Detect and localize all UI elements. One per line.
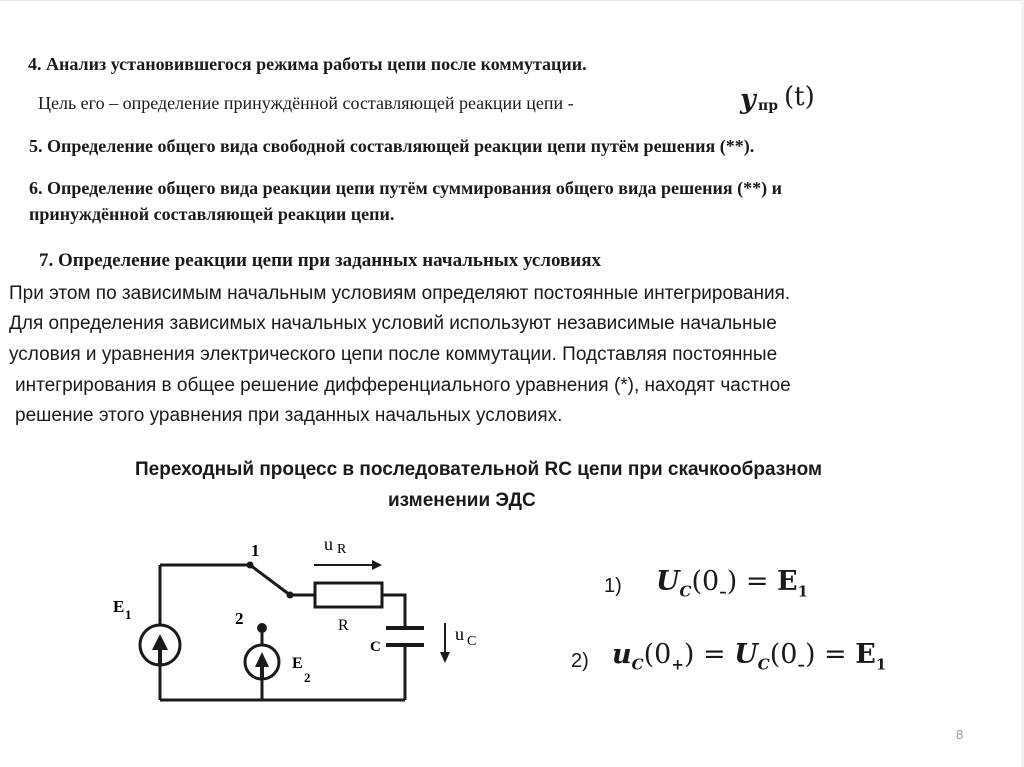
item-6-line-1: 6. Определение общего вида реакции цепи путём суммирования общего вида решения (**) и (29, 178, 783, 198)
switch-pos-2-label: 2 (235, 609, 244, 628)
equation-1: $U_C(0_-) = E_1$ (656, 566, 809, 601)
y-forced-argument: (t) (784, 82, 815, 112)
caption-line-1: Переходный процесс в последовательной RC цепи при скачкообразном (135, 459, 823, 480)
capacitor-plates (386, 628, 424, 645)
eq2-lhs-sub: C (631, 655, 644, 674)
body-line-2: Для определения зависимых начальных условий используют независимые начальные (9, 313, 777, 334)
e1-label: E (113, 597, 125, 616)
wire-r-to-c (382, 595, 405, 628)
eq2-mid-arg: (0 (769, 639, 798, 670)
body-line-5: решение этого уравнения при заданных начальных условиях. (15, 405, 563, 426)
item-4: 4. Анализ установившегося режима работы цепи после коммутации. (28, 54, 587, 74)
caption-line-2: изменении ЭДС (388, 490, 536, 511)
eq1-arg: (0 (691, 566, 720, 597)
y-forced-subscript: пр (758, 98, 779, 114)
eq2-rhs-sub: 1 (875, 655, 887, 674)
item-7: 7. Определение реакции цепи при заданных начальных условиях (39, 250, 602, 271)
e2-arrow-stem (260, 665, 264, 678)
switch-blade (250, 565, 290, 595)
rc-circuit-diagram (100, 525, 500, 715)
equation-2: $u_C(0_+) = U_C(0_-) = E_1$ (612, 639, 887, 674)
switch-contact-2 (257, 623, 267, 633)
item-4-goal: Цель его – определение принуждённой составляющей реакции цепи - (38, 93, 574, 113)
eq2-mid-arg-sub: – (797, 655, 805, 674)
item-5: 5. Определение общего вида свободной составляющей реакции цепи путём решения (**). (29, 136, 755, 156)
equation-1-number: 1) (604, 575, 622, 597)
ur-label: u (324, 534, 333, 554)
eq2-mid: U (734, 639, 758, 670)
eq1-rhs: E (777, 566, 798, 597)
item-6-line-2: принуждённой составляющей реакции цепи. (29, 204, 395, 224)
e2-arrow (255, 652, 269, 667)
e1-arrow (152, 634, 168, 650)
page-number: 8 (956, 727, 964, 742)
switch-contact-right (287, 592, 294, 599)
eq2-arg-sub: + (671, 655, 684, 674)
uc-label: u (455, 624, 464, 644)
eq1-lhs: U (656, 566, 680, 597)
e2-label: E (292, 655, 303, 672)
eq2-mid-sub: C (757, 655, 770, 674)
body-line-3: условия и уравнения электрического цепи после коммутации. Подставляя постоянные (9, 344, 778, 365)
uc-arrow-head (440, 652, 450, 663)
e2-subscript: 2 (304, 670, 311, 685)
top-border (0, 0, 1024, 1)
body-line-4: интегрирования в общее решение дифференциального уравнения (*), находят частное (15, 375, 791, 396)
eq2-arg: (0 (643, 639, 672, 670)
equation-2-number: 2) (571, 650, 589, 672)
eq1-lhs-sub: C (679, 582, 692, 601)
eq1-rhs-sub: 1 (797, 582, 809, 601)
switch-pos-1-label: 1 (251, 541, 260, 560)
eq2-lhs: u (612, 639, 632, 670)
ur-arrow-head (372, 560, 382, 570)
resistor (315, 583, 382, 607)
ur-subscript: R (337, 542, 347, 557)
eq2-rhs: E (855, 639, 876, 670)
resistor-label: R (338, 617, 349, 634)
uc-subscript: C (467, 634, 477, 649)
e1-subscript: 1 (125, 607, 132, 622)
e1-arrow-stem (158, 648, 162, 664)
eq1-arg-sub: – (719, 582, 727, 601)
switch-contact-1 (247, 562, 254, 569)
y-forced-symbol: y (740, 84, 756, 115)
body-line-1: При этом по зависимым начальным условиям определяют постоянные интегрирования. (9, 283, 791, 304)
capacitor-label: C (370, 639, 381, 655)
